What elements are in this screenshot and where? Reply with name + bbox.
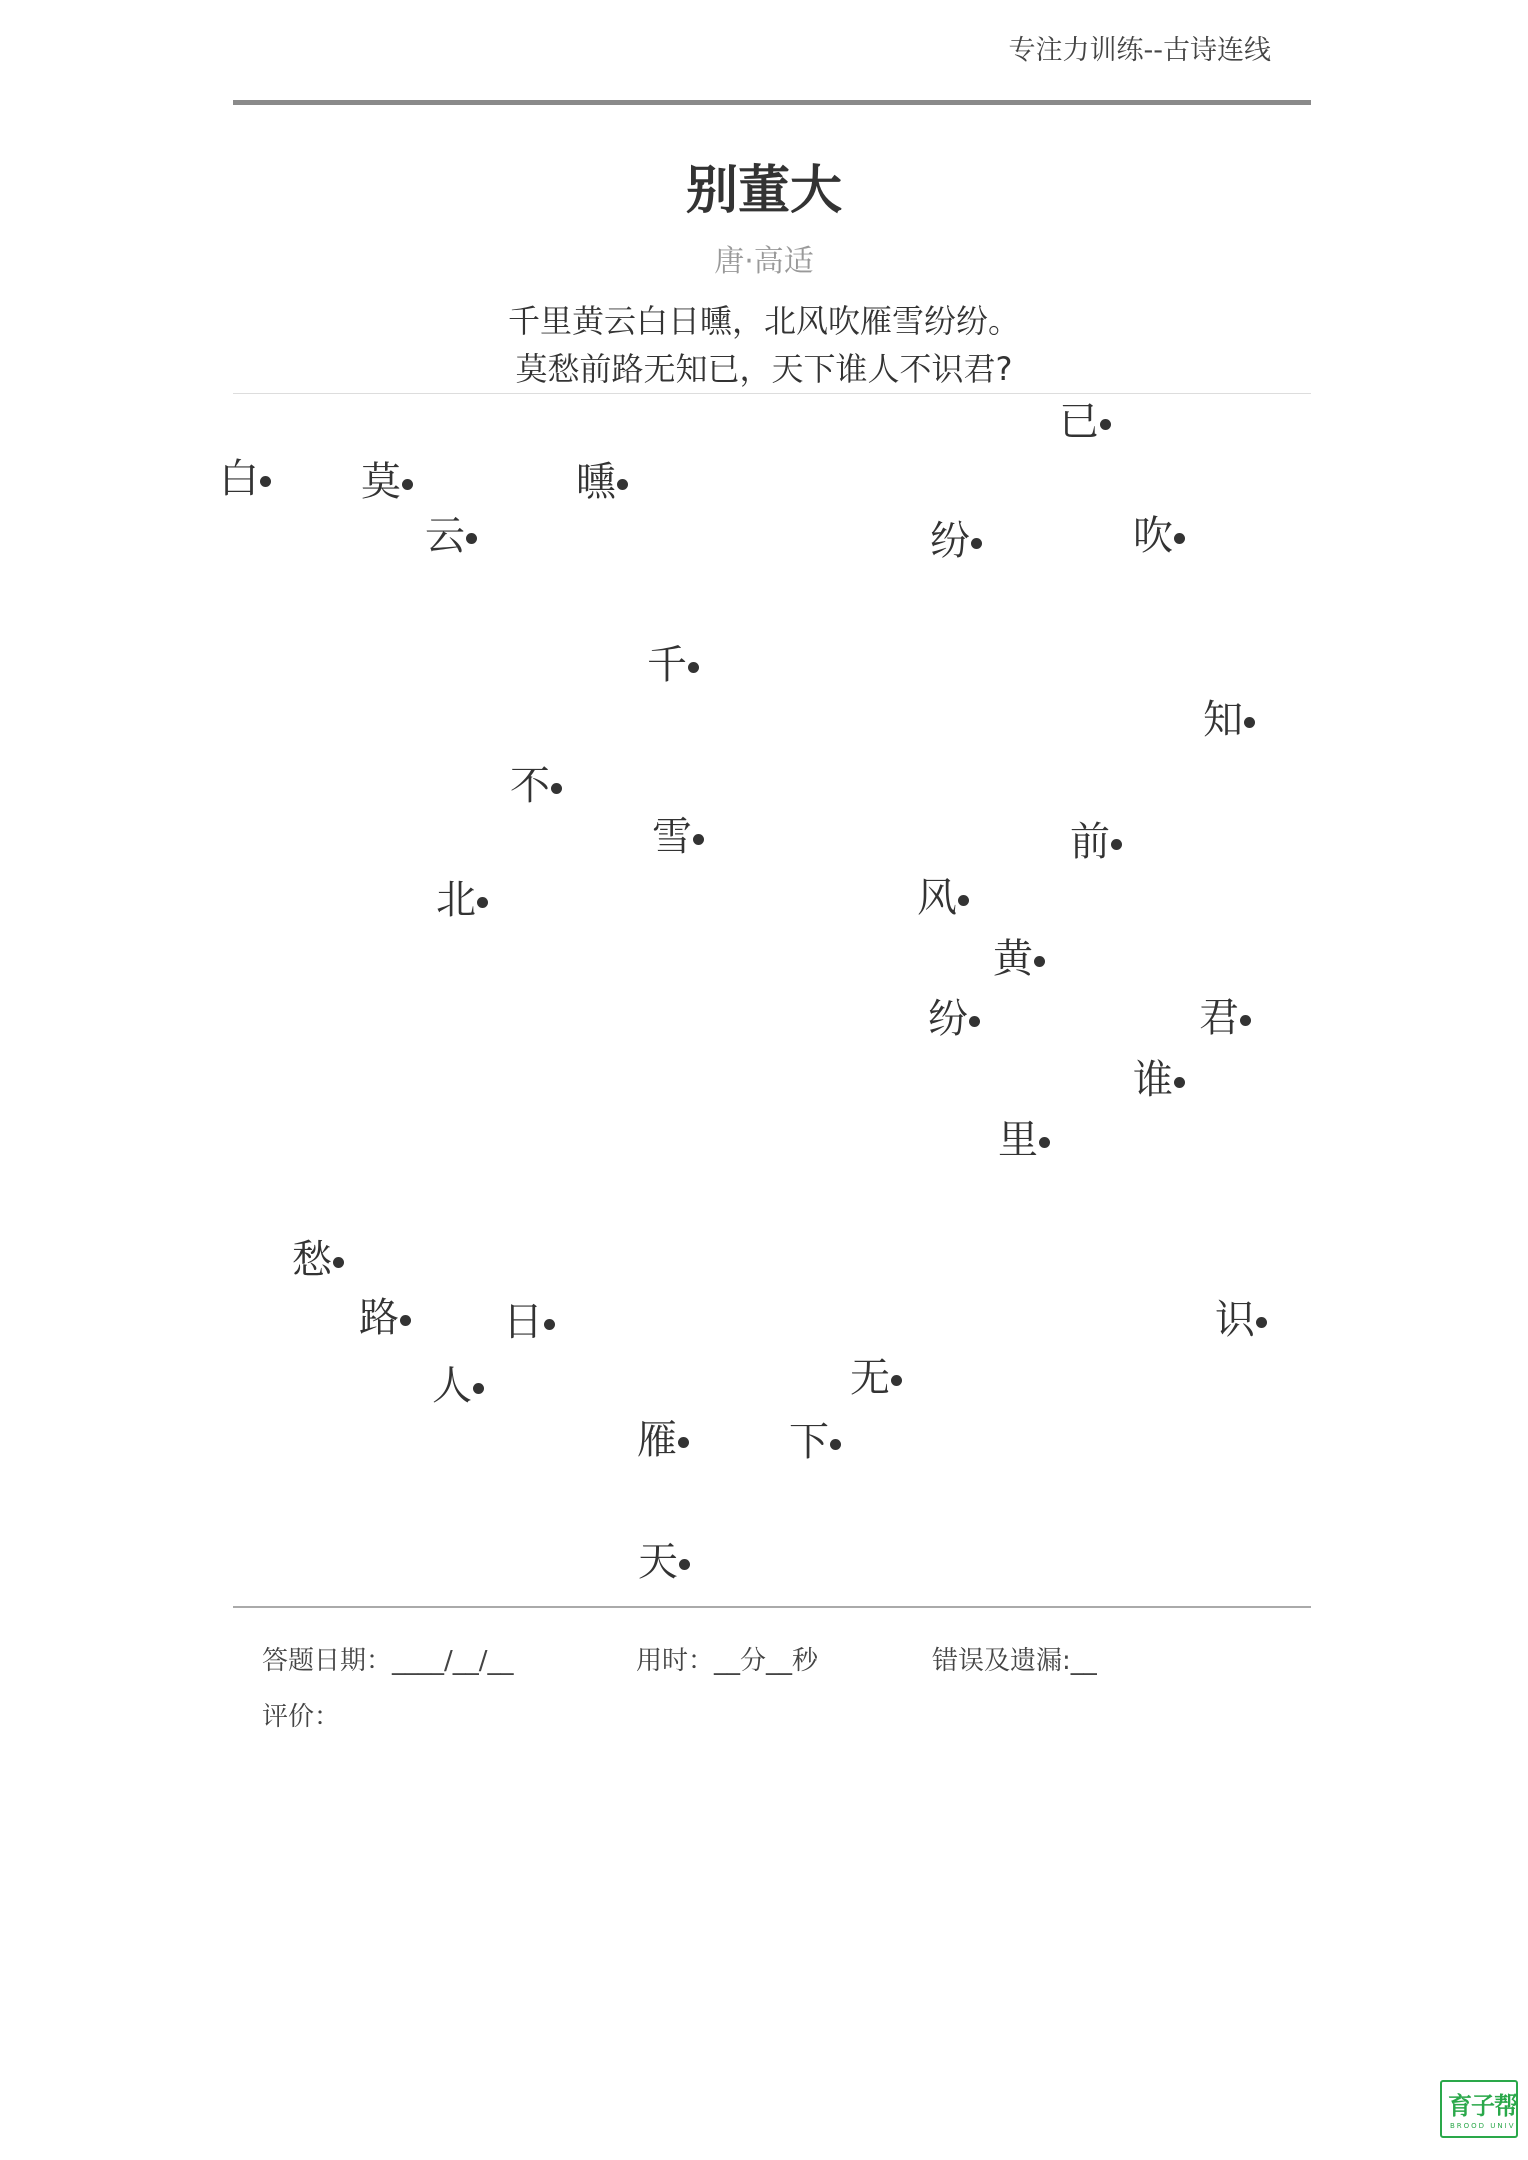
- puzzle-char[interactable]: [1215, 1298, 1267, 1342]
- puzzle-char[interactable]: [647, 643, 699, 687]
- char-label: 雪: [652, 814, 692, 860]
- connect-dot[interactable]: [477, 897, 488, 908]
- char-label: 纷: [928, 996, 968, 1042]
- char-label: 曛: [576, 459, 616, 505]
- puzzle-char[interactable]: [993, 937, 1045, 981]
- char-label: 愁: [292, 1237, 332, 1283]
- connect-dot[interactable]: [402, 479, 413, 490]
- connect-dot[interactable]: [1100, 419, 1111, 430]
- logo-subtext: BROOD UNIV: [1450, 2122, 1516, 2130]
- connect-dot[interactable]: [400, 1315, 411, 1326]
- char-label: 纷: [930, 518, 970, 564]
- connect-dot[interactable]: [1039, 1137, 1050, 1148]
- evaluation-label: 评价：: [262, 1702, 341, 1732]
- puzzle-char[interactable]: [930, 519, 982, 563]
- char-label: 日: [503, 1299, 543, 1345]
- puzzle-char[interactable]: [637, 1418, 689, 1462]
- puzzle-bottom-divider: [233, 1606, 1311, 1608]
- connect-dot[interactable]: [891, 1375, 902, 1386]
- char-label: 黄: [993, 936, 1033, 982]
- poem-line-1: 千里黄云白日曛，北风吹雁雪纷纷。: [507, 302, 1020, 340]
- connect-dot[interactable]: [679, 1559, 690, 1570]
- char-label: 无: [850, 1355, 890, 1401]
- puzzle-char[interactable]: [1133, 514, 1185, 558]
- logo-text: 育子帮: [1448, 2091, 1517, 2120]
- puzzle-char[interactable]: [361, 460, 413, 504]
- char-label: 天: [638, 1539, 678, 1585]
- char-label: 云: [425, 513, 465, 559]
- poem-title: 别董大: [685, 161, 842, 221]
- char-label: 识: [1215, 1297, 1255, 1343]
- puzzle-char[interactable]: [359, 1296, 411, 1340]
- puzzle-char[interactable]: [998, 1118, 1050, 1162]
- connect-dot[interactable]: [1174, 1077, 1185, 1088]
- char-label: 吹: [1133, 513, 1173, 559]
- puzzle-char[interactable]: [1199, 996, 1251, 1040]
- connect-dot[interactable]: [958, 895, 969, 906]
- puzzle-char[interactable]: [432, 1364, 484, 1408]
- char-label: 千: [647, 642, 687, 688]
- char-label: 人: [432, 1363, 472, 1409]
- connect-dot[interactable]: [971, 538, 982, 549]
- puzzle-char[interactable]: [789, 1420, 841, 1464]
- char-label: 莫: [361, 459, 401, 505]
- puzzle-char[interactable]: [576, 460, 628, 504]
- char-label: 不: [510, 763, 550, 809]
- errors-label: 错误及遗漏:__: [932, 1646, 1097, 1676]
- puzzle-char[interactable]: [510, 764, 562, 808]
- connect-dot[interactable]: [1256, 1317, 1267, 1328]
- char-label: 已: [1059, 399, 1099, 445]
- puzzle-char[interactable]: [436, 878, 488, 922]
- char-label: 知: [1203, 697, 1243, 743]
- connect-dot[interactable]: [1240, 1015, 1251, 1026]
- time-used-label: 用时：__分__秒: [636, 1646, 819, 1676]
- worksheet-header-label: 专注力训练--古诗连线: [1008, 35, 1271, 66]
- connect-dot[interactable]: [678, 1437, 689, 1448]
- connect-dot[interactable]: [1174, 533, 1185, 544]
- puzzle-char[interactable]: [638, 1540, 690, 1584]
- connect-dot[interactable]: [333, 1257, 344, 1268]
- connect-dot[interactable]: [688, 662, 699, 673]
- connect-dot[interactable]: [466, 533, 477, 544]
- poem-author: 唐·高适: [714, 244, 814, 279]
- connect-dot[interactable]: [473, 1383, 484, 1394]
- puzzle-char[interactable]: [292, 1238, 344, 1282]
- char-label: 君: [1199, 995, 1239, 1041]
- puzzle-char[interactable]: [503, 1300, 555, 1344]
- char-label: 下: [789, 1419, 829, 1465]
- connect-dot[interactable]: [544, 1319, 555, 1330]
- puzzle-char[interactable]: [652, 815, 704, 859]
- connect-dot[interactable]: [830, 1439, 841, 1450]
- connect-dot[interactable]: [1034, 956, 1045, 967]
- connect-dot[interactable]: [693, 834, 704, 845]
- puzzle-char[interactable]: [425, 514, 477, 558]
- connect-dot[interactable]: [617, 479, 628, 490]
- connect-dot[interactable]: [551, 783, 562, 794]
- answer-date-label: 答题日期：____/__/__: [262, 1646, 514, 1676]
- poem-line-2: 莫愁前路无知已，天下谁人不识君?: [515, 350, 1013, 388]
- puzzle-char[interactable]: [1070, 820, 1122, 864]
- char-label: 谁: [1133, 1057, 1173, 1103]
- connect-dot[interactable]: [1244, 717, 1255, 728]
- puzzle-char[interactable]: [917, 876, 969, 920]
- char-label: 北: [436, 877, 476, 923]
- brand-logo: [1440, 2080, 1526, 2142]
- char-label: 风: [917, 875, 957, 921]
- puzzle-char[interactable]: [219, 457, 271, 501]
- char-label: 前: [1070, 819, 1110, 865]
- char-label: 雁: [637, 1417, 677, 1463]
- connect-dot[interactable]: [969, 1016, 980, 1027]
- puzzle-char[interactable]: [1133, 1058, 1185, 1102]
- char-label: 里: [998, 1117, 1038, 1163]
- puzzle-char[interactable]: [928, 997, 980, 1041]
- puzzle-char[interactable]: [1059, 400, 1111, 444]
- char-label: 白: [219, 456, 259, 502]
- connect-dot[interactable]: [1111, 839, 1122, 850]
- connect-dot[interactable]: [260, 476, 271, 487]
- char-label: 路: [359, 1295, 399, 1341]
- puzzle-char[interactable]: [850, 1356, 902, 1400]
- puzzle-char[interactable]: [1203, 698, 1255, 742]
